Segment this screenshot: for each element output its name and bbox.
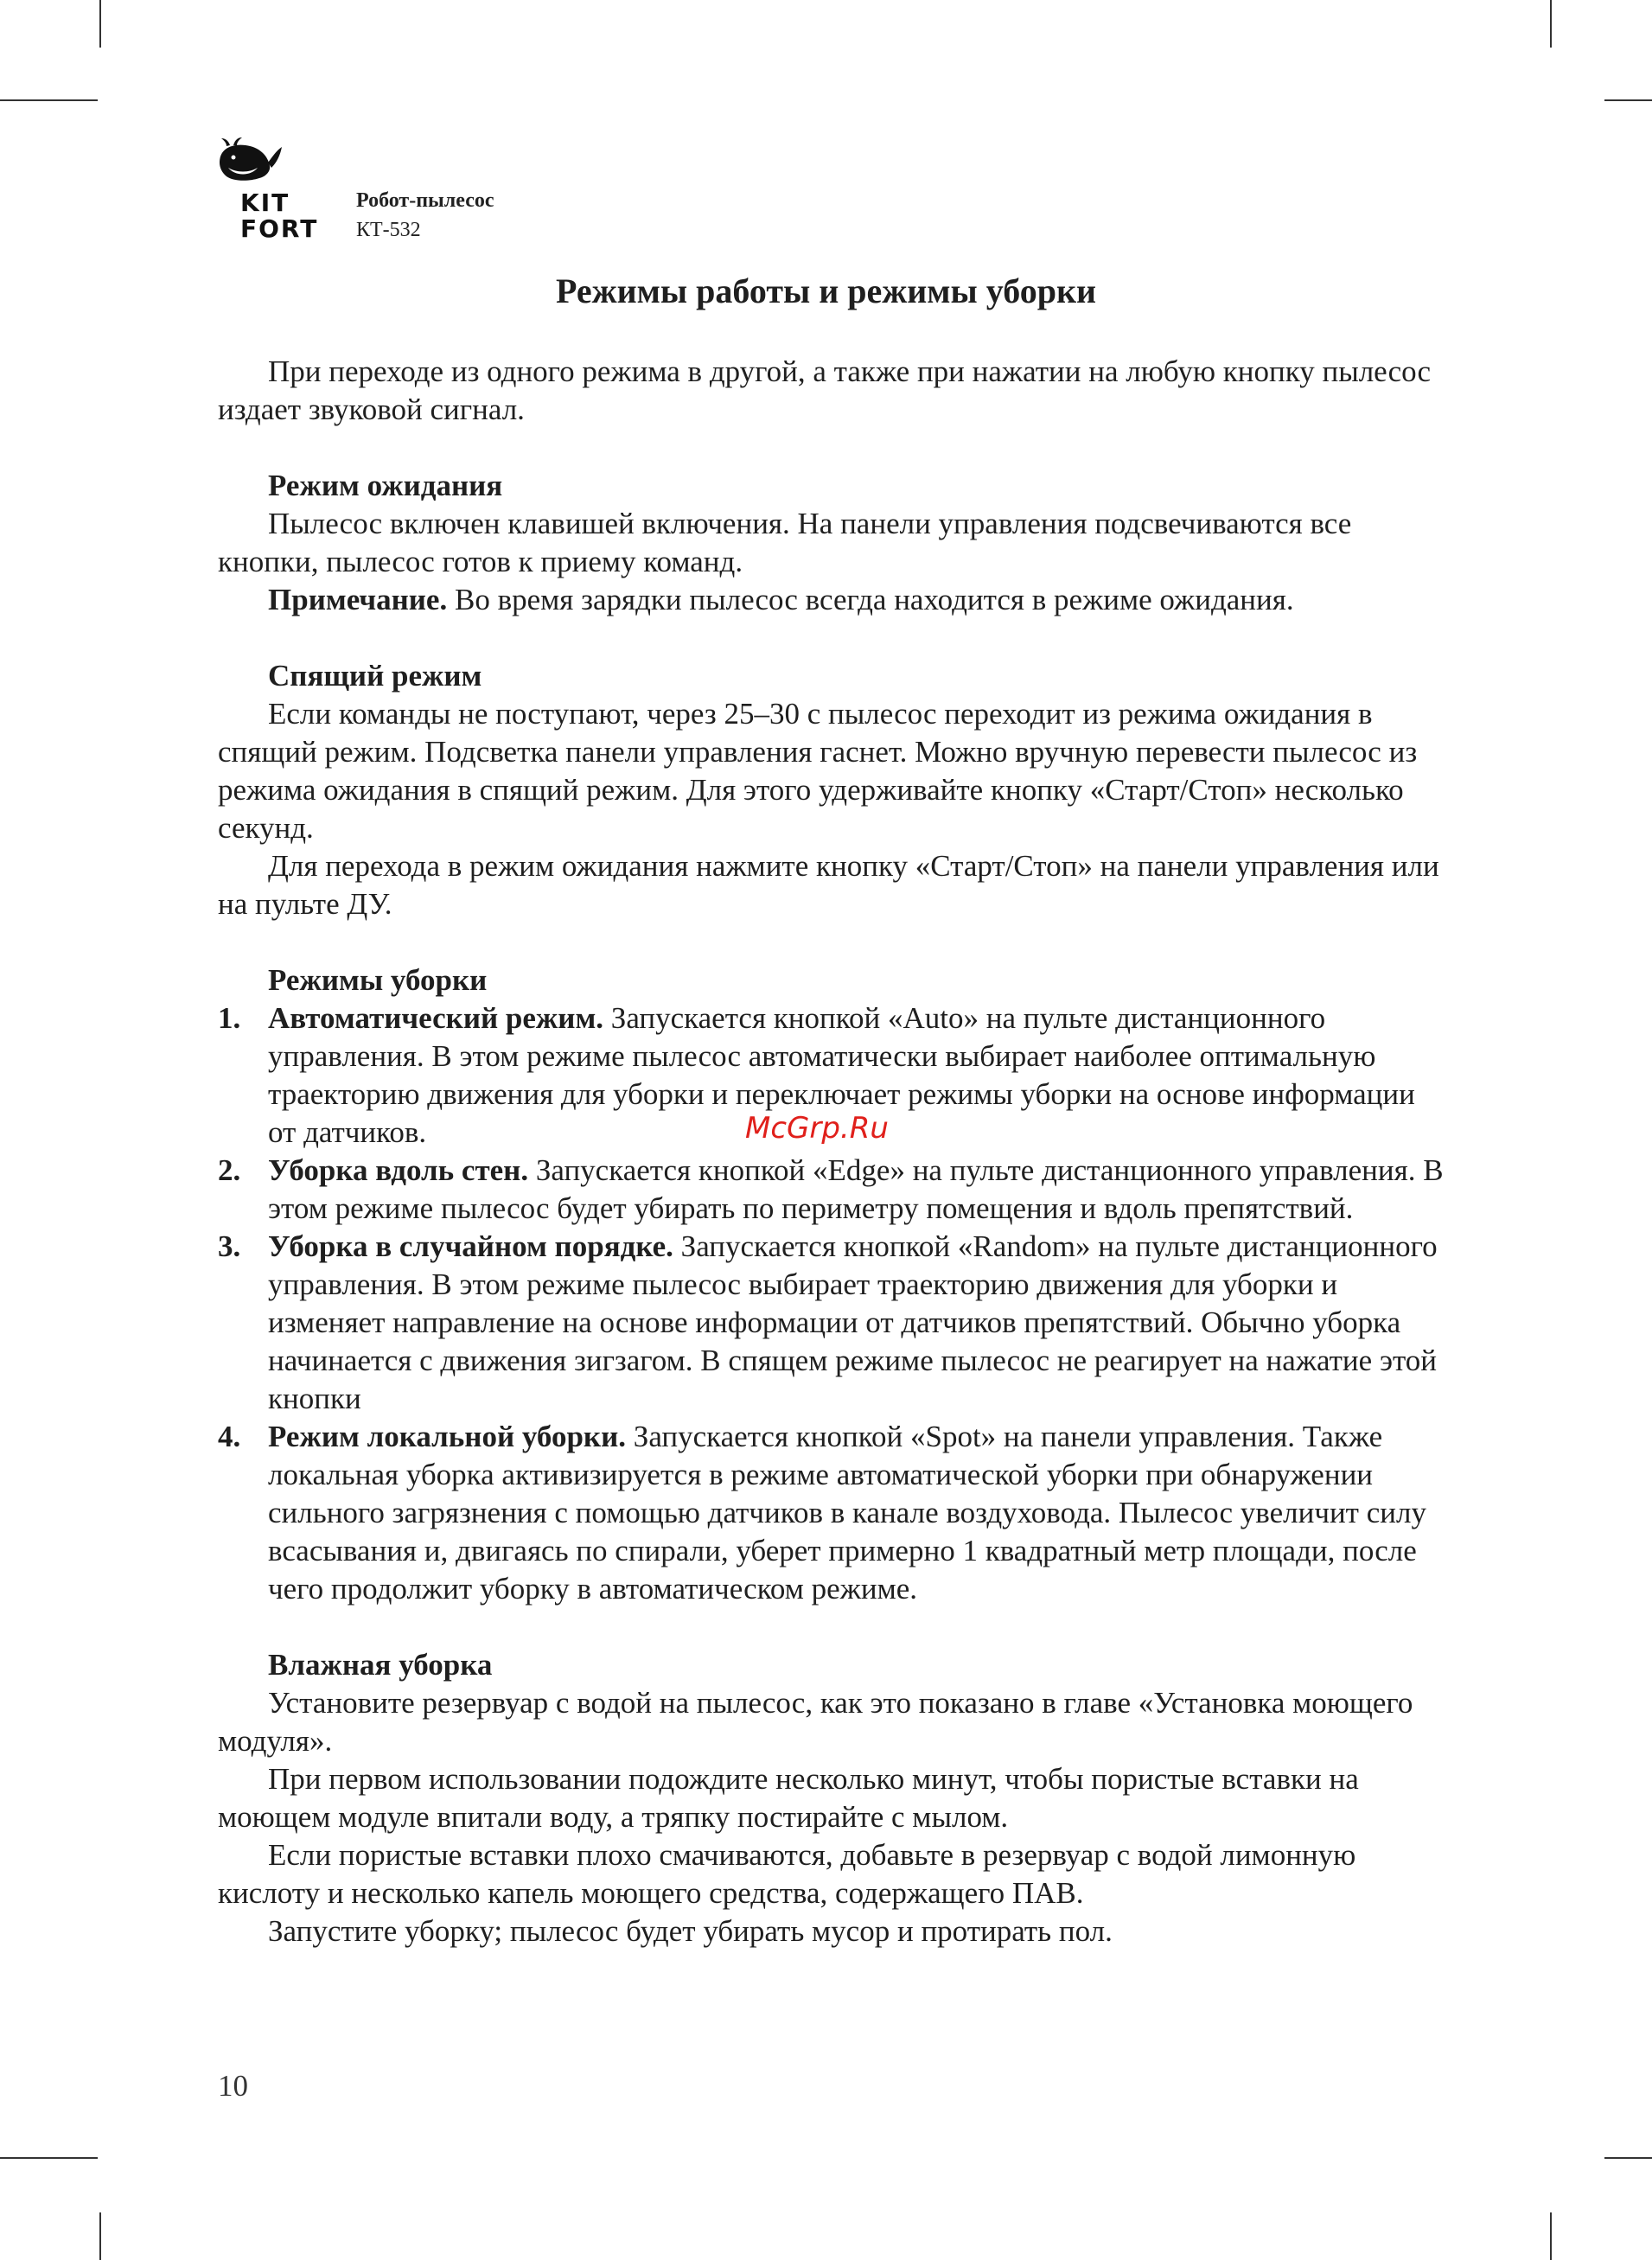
product-label [356,186,494,245]
note-text: Во время зарядки пылесос всегда находится в режиме ожидания. [447,583,1294,616]
page-number: 10 [218,2069,248,2103]
watermark: McGrp.Ru [745,1111,889,1146]
cleaning-modes-list [218,999,1445,1608]
list-item-text: Запускается кнопкой «Random» на пульте дистанционного управления. В этом режиме пылесос выбирает траекторию движения для уборки и изменяет направление на основе информации от датчиков препятствий. Обычно уборка начинается с движения зигзагом. В спящем режиме пылесос не реагирует на нажатие этой кнопки [268,1229,1438,1415]
wet-paragraph: При первом использовании подождите несколько минут, чтобы пористые вставки на моющем модуле впитали воду, а тряпку постирайте с мылом. [218,1762,1359,1834]
document-body [218,353,1445,1950]
list-item [218,1152,1445,1228]
note-label: Примечание. [268,583,448,616]
sleep-heading: Спящий режим [268,659,482,693]
crop-mark [1604,2157,1652,2159]
list-item [218,1228,1445,1418]
wet-paragraph: Если пористые вставки плохо смачиваются, добавьте в резервуар с водой лимонную кислоту и несколько капель моющего средства, содержащего ПАВ. [218,1838,1356,1910]
list-item-title: Уборка вдоль стен. [268,1153,529,1187]
list-item-title: Уборка в случайном порядке. [268,1229,673,1263]
list-item-title: Режим локальной уборки. [268,1420,627,1453]
list-item-text: Запускается кнопкой «Spot» на панели управления. Также локальная уборка активизируется в режиме автоматической уборки при обнаружении сильного загрязнения с помощью датчиков в канале воздуховода. Пылесос увеличит силу всасывания и, двигаясь по спирали, уберет примерно 1 квадратный метр площади, после чего продолжит уборку в автоматическом режиме. [268,1420,1426,1606]
standby-heading: Режим ожидания [268,469,503,502]
crop-mark [1550,0,1552,48]
list-item [218,1418,1445,1608]
brand-logo [214,137,335,242]
list-item-number: 4. [218,1420,241,1453]
standby-note [218,581,1445,619]
crop-mark [1550,2212,1552,2260]
list-item-title: Автоматический режим. [268,1001,604,1035]
intro-paragraph: При переходе из одного режима в другой, а также при нажатии на любую кнопку пылесос издает звуковой сигнал. [218,354,1432,426]
crop-mark [0,99,98,101]
list-item-number: 3. [218,1229,241,1263]
whale-icon [214,137,284,187]
brand-line-2: FORT [240,214,319,243]
page-title: Режимы работы и режимы уборки [555,271,1097,310]
crop-mark [1604,99,1652,101]
sleep-paragraph-1: Если команды не поступают, через 25–30 с пылесос переходит из режима ожидания в спящий режим. Подсветка панели управления гаснет. Можно вручную перевести пылесос из режима ожидания в спящий режим. Для этого удерживайте кнопку «Старт/Стоп» несколько секунд. [218,697,1418,845]
list-item-number: 1. [218,1001,241,1035]
crop-mark [99,2212,101,2260]
product-model: КТ-532 [356,219,421,241]
sleep-paragraph-2: Для перехода в режим ожидания нажмите кнопку «Старт/Стоп» на панели управления или на пульте ДУ. [218,849,1439,921]
list-item-text: Запускается кнопкой «Edge» на пульте дистанционного управления. В этом режиме пылесос будет убирать по периметру помещения и вдоль препятствий. [268,1153,1444,1225]
crop-mark [99,0,101,48]
list-item-number: 2. [218,1153,241,1187]
wet-cleaning-heading: Влажная уборка [268,1648,493,1682]
cleaning-modes-heading: Режимы уборки [268,963,488,997]
product-name: Робот-пылесос [356,189,494,212]
standby-paragraph: Пылесос включен клавишей включения. На панели управления подсвечиваются все кнопки, пылесос готов к приему команд. [218,507,1352,578]
list-item-text: Запускается кнопкой «Auto» на пульте дистанционного управления. В этом режиме пылесос автоматически выбирает наиболее оптимальную траекторию движения для уборки и переключает режимы уборки на основе информации от датчиков. [268,1001,1415,1149]
wet-paragraph: Установите резервуар с водой на пылесос, как это показано в главе «Установка моющего модуля». [218,1686,1413,1758]
crop-mark [0,2157,98,2159]
wet-paragraph: Запустите уборку; пылесос будет убирать мусор и протирать пол. [268,1914,1113,1948]
brand-line-1: KIT [240,188,290,217]
